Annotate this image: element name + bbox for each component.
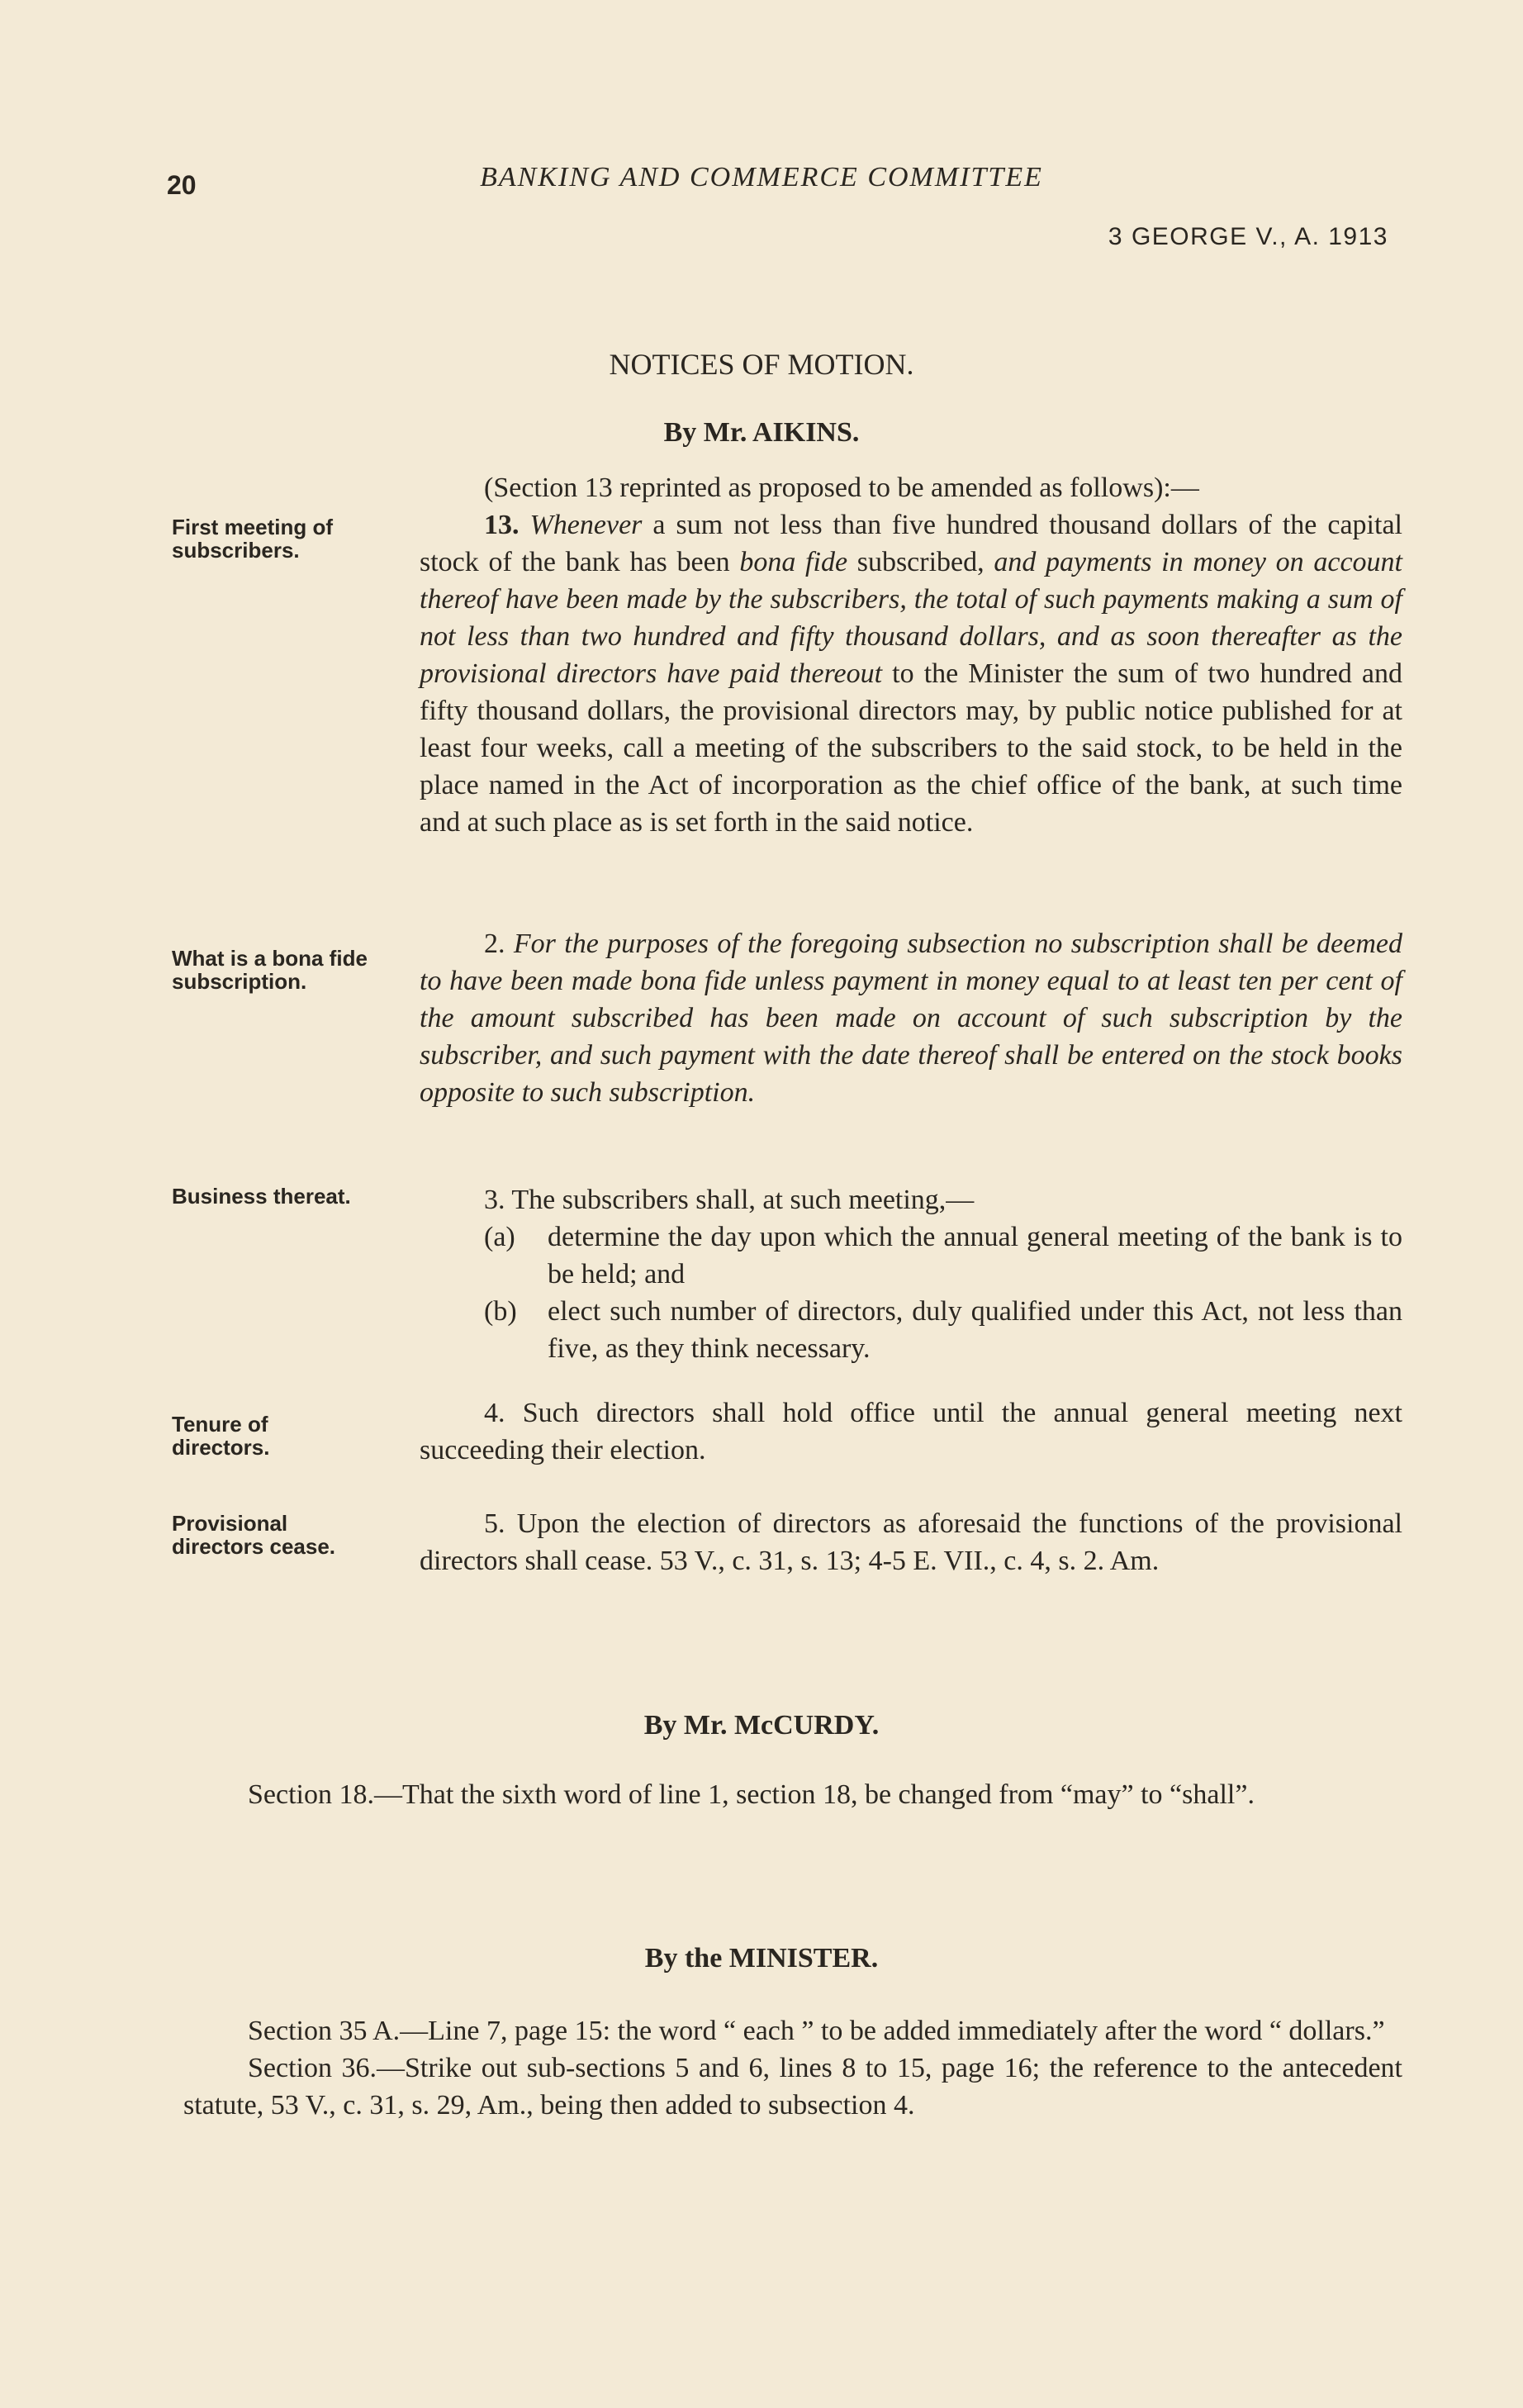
minister-paragraph-1: Section 35 A.—Line 7, page 15: the word “ each ” to be added immediately after the word “ dollars.”: [248, 2016, 1385, 2046]
mccurdy-text: Section 18.—That the sixth word of line 1, section 18, be changed from “may” to “shall”.: [248, 1779, 1255, 1810]
italic-text: Whenever: [529, 510, 643, 540]
section-number: 13.: [484, 510, 520, 540]
margin-note-bona-fide: What is a bona fide subscription.: [172, 946, 368, 994]
minister-motion: [183, 2012, 1402, 2124]
italic-text: and payments in money on account thereof have been made by the subscribers, the total of such payments making a sum of not less than two hundred and fifty thousand dollars, and as soon thereafter as the provisional directors have paid thereout: [420, 547, 1402, 689]
section-heading-minister: By the MINISTER.: [644, 1943, 879, 1973]
body-text: a sum not less than five hundred thousand dollars of the capital stock of the bank has been: [420, 510, 1402, 577]
subsection-5: [420, 1505, 1402, 1579]
clause-text: determine the day upon which the annual general meeting of the bank is to be held; and: [548, 1222, 1402, 1289]
page-title: NOTICES OF MOTION.: [609, 348, 914, 381]
section-heading-mccurdy: By Mr. McCURDY.: [643, 1710, 880, 1741]
mccurdy-motion: [183, 1776, 1402, 1813]
page-number: 20: [167, 170, 197, 200]
subsection-4-text: 4. Such directors shall hold office until the annual general meeting next succeeding their election.: [420, 1398, 1402, 1465]
running-title: BANKING AND COMMERCE COMMITTEE: [480, 162, 1043, 192]
session-label: 3 GEORGE V., A. 1913: [1108, 223, 1388, 250]
body-text: subscribed,: [847, 547, 994, 577]
italic-text: bona fide: [739, 547, 848, 577]
body-text: to the Minister the sum of two hundred and fifty thousand dollars, the provisional directors may, by public notice published for at least four weeks, call a meeting of the subscribers to the said stock, to be held in the place named in the Act of incorporation as the chief office of the bank, at such time and at such place as is set forth in the said notice.: [420, 658, 1402, 838]
margin-note-tenure: Tenure of directors.: [172, 1412, 270, 1460]
margin-note-business: Business thereat.: [172, 1184, 351, 1209]
clause-b: [420, 1293, 1402, 1367]
subsection-number: 2.: [484, 929, 514, 959]
section-heading-aikins: By Mr. AIKINS.: [663, 417, 860, 448]
subsection-2: [420, 925, 1402, 1111]
subsection-3: [420, 1181, 1402, 1367]
subsection-3-lead: 3. The subscribers shall, at such meeting,—: [484, 1185, 975, 1215]
subsection-4: [420, 1394, 1402, 1469]
clause-a: [420, 1218, 1402, 1293]
minister-paragraph-2: Section 36.—Strike out sub-sections 5 and 6, lines 8 to 15, page 16; the reference to the antecedent statute, 53 V., c. 31, s. 29, Am., being then added to subsection 4.: [183, 2053, 1402, 2121]
subsection-5-text: 5. Upon the election of directors as aforesaid the functions of the provisional directors shall cease. 53 V., c. 31, s. 13; 4-5 E. VII., c. 4, s. 2. Am.: [420, 1508, 1402, 1576]
aikins-section-13: [420, 469, 1402, 841]
clause-text: elect such number of directors, duly qualified under this Act, not less than five, as they think necessary.: [548, 1296, 1402, 1364]
aikins-intro: (Section 13 reprinted as proposed to be amended as follows):—: [484, 473, 1199, 503]
subsection-1: [420, 506, 1402, 841]
clause-mark: (b): [484, 1296, 517, 1327]
margin-note-provisional: Provisional directors cease.: [172, 1511, 336, 1559]
clause-mark: (a): [484, 1222, 515, 1252]
italic-text: For the purposes of the foregoing subsection no subscription shall be deemed to have been made bona fide unless payment in money equal to at least ten per cent of the amount subscribed has been made on account of such subscription by the subscriber, and such payment with the date thereof shall be entered on the stock books opposite to such subscription.: [420, 929, 1403, 1108]
margin-note-first-meeting: First meeting of subscribers.: [172, 515, 334, 563]
